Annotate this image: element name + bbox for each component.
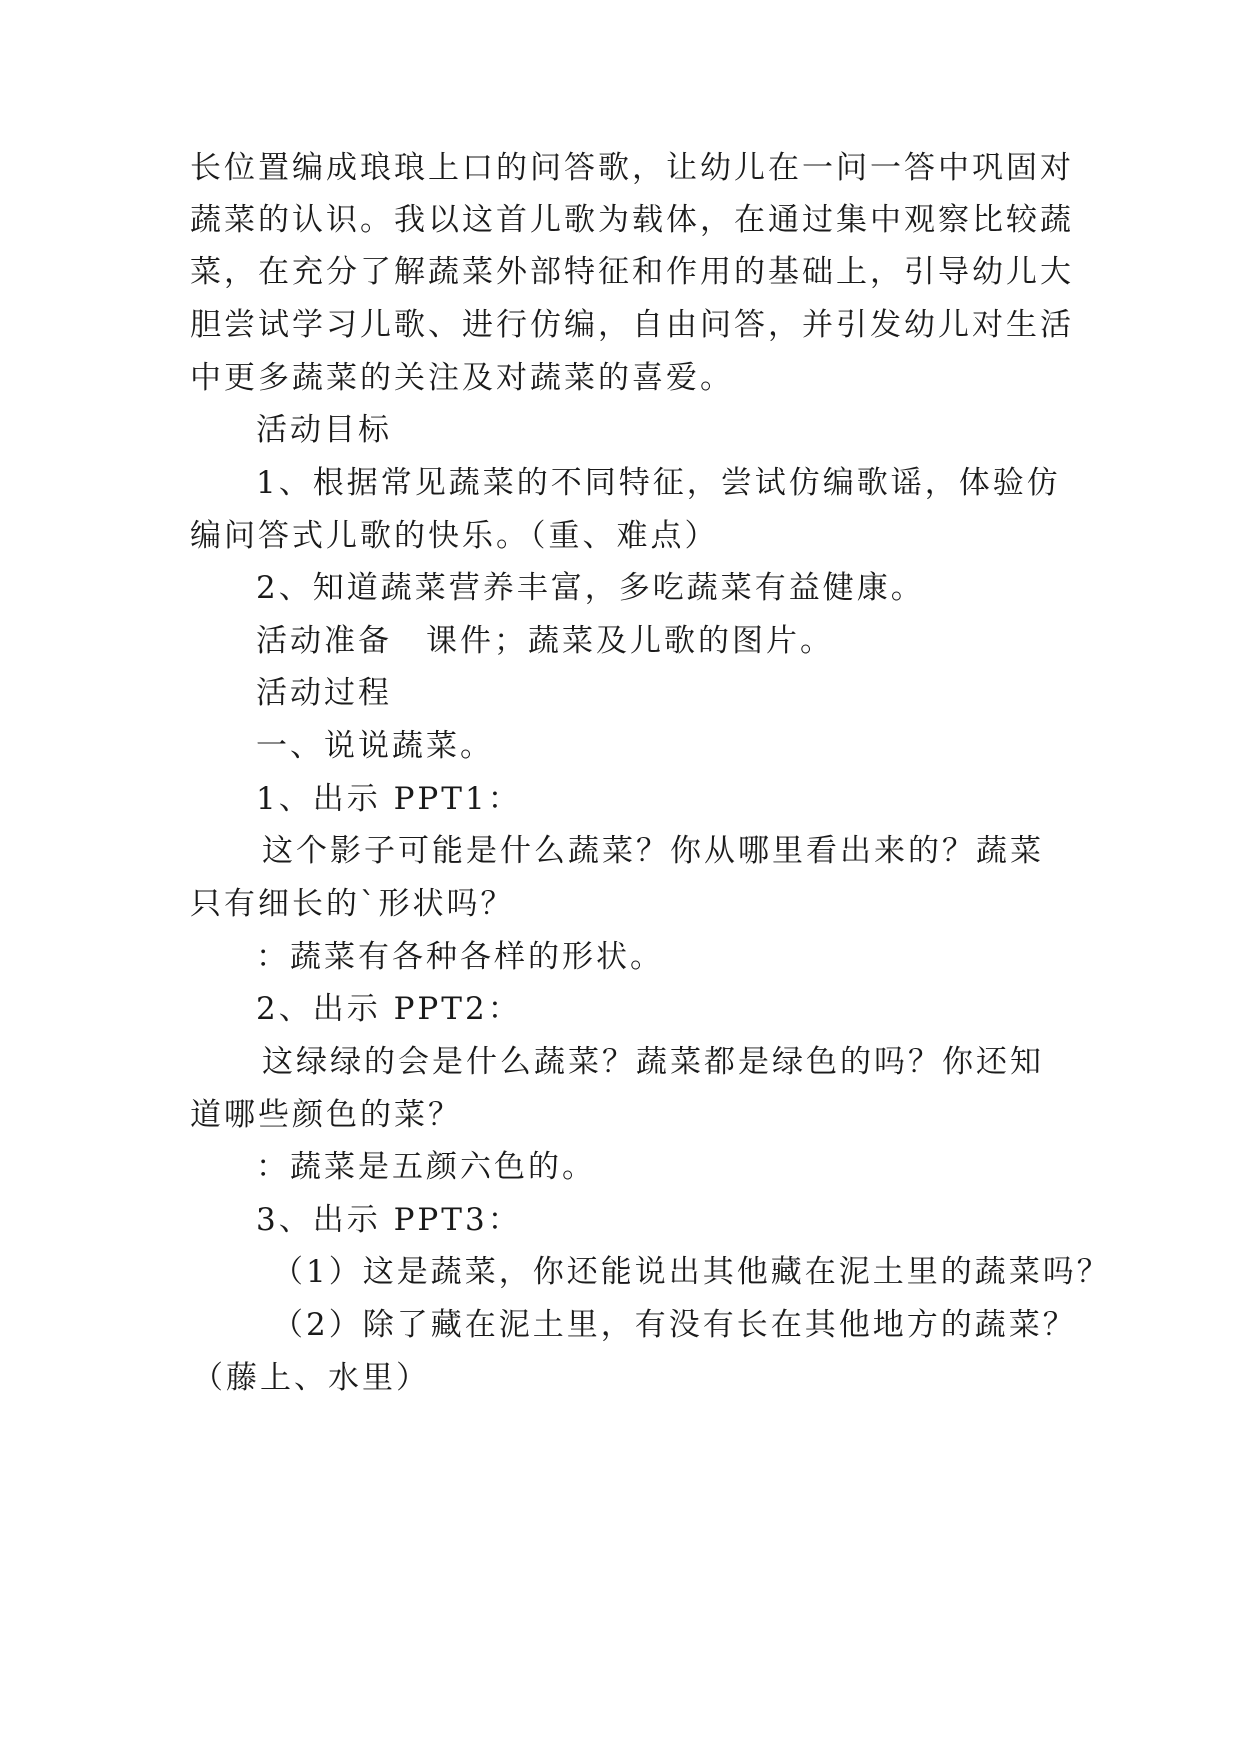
paragraph-line: 菜，在充分了解蔬菜外部特征和作用的基础上，引导幼儿大 [190, 254, 1074, 290]
paragraph-line: 1、出示 PPT1： [256, 781, 522, 817]
paragraph-line: 编问答式儿歌的快乐。（重、难点） [190, 518, 719, 554]
paragraph-line: （1）这是蔬菜，你还能说出其他藏在泥土里的蔬菜吗？ [272, 1254, 1111, 1290]
paragraph-line: 3、出示 PPT3： [256, 1202, 522, 1238]
paragraph-line: 胆尝试学习儿歌、进行仿编，自由问答，并引发幼儿对生活 [190, 307, 1074, 343]
paragraph-line: 2、知道蔬菜营养丰富，多吃蔬菜有益健康。 [256, 570, 925, 606]
paragraph-line: 只有细长的`形状吗？ [190, 886, 515, 922]
paragraph-line: 1、根据常见蔬菜的不同特征，尝试仿编歌谣，体验仿 [256, 465, 1061, 501]
paragraph-line: （2）除了藏在泥土里，有没有长在其他地方的蔬菜？ [272, 1307, 1077, 1343]
section-heading: 活动目标 [256, 412, 392, 448]
section-heading: 活动准备 课件；蔬菜及儿歌的图片。 [256, 623, 834, 659]
section-heading: 活动过程 [256, 675, 392, 711]
paragraph-line: 蔬菜的认识。我以这首儿歌为载体，在通过集中观察比较蔬 [190, 202, 1074, 238]
paragraph-line: 2、出示 PPT2： [256, 991, 522, 1027]
paragraph-line: 中更多蔬菜的关注及对蔬菜的喜爱。 [190, 360, 734, 396]
paragraph-line: （藤上、水里） [192, 1360, 430, 1396]
paragraph-line: ：蔬菜有各种各样的形状。 [256, 939, 664, 975]
paragraph-line: 道哪些颜色的菜？ [190, 1097, 462, 1133]
paragraph-line: 这绿绿的会是什么蔬菜？蔬菜都是绿色的吗？你还知 [262, 1044, 1044, 1080]
paragraph-line: 长位置编成琅琅上口的问答歌，让幼儿在一问一答中巩固对 [190, 150, 1074, 186]
paragraph-line: 一、说说蔬菜。 [256, 728, 494, 764]
paragraph-line: 这个影子可能是什么蔬菜？你从哪里看出来的？蔬菜 [262, 833, 1044, 869]
paragraph-line: ：蔬菜是五颜六色的。 [256, 1149, 596, 1185]
